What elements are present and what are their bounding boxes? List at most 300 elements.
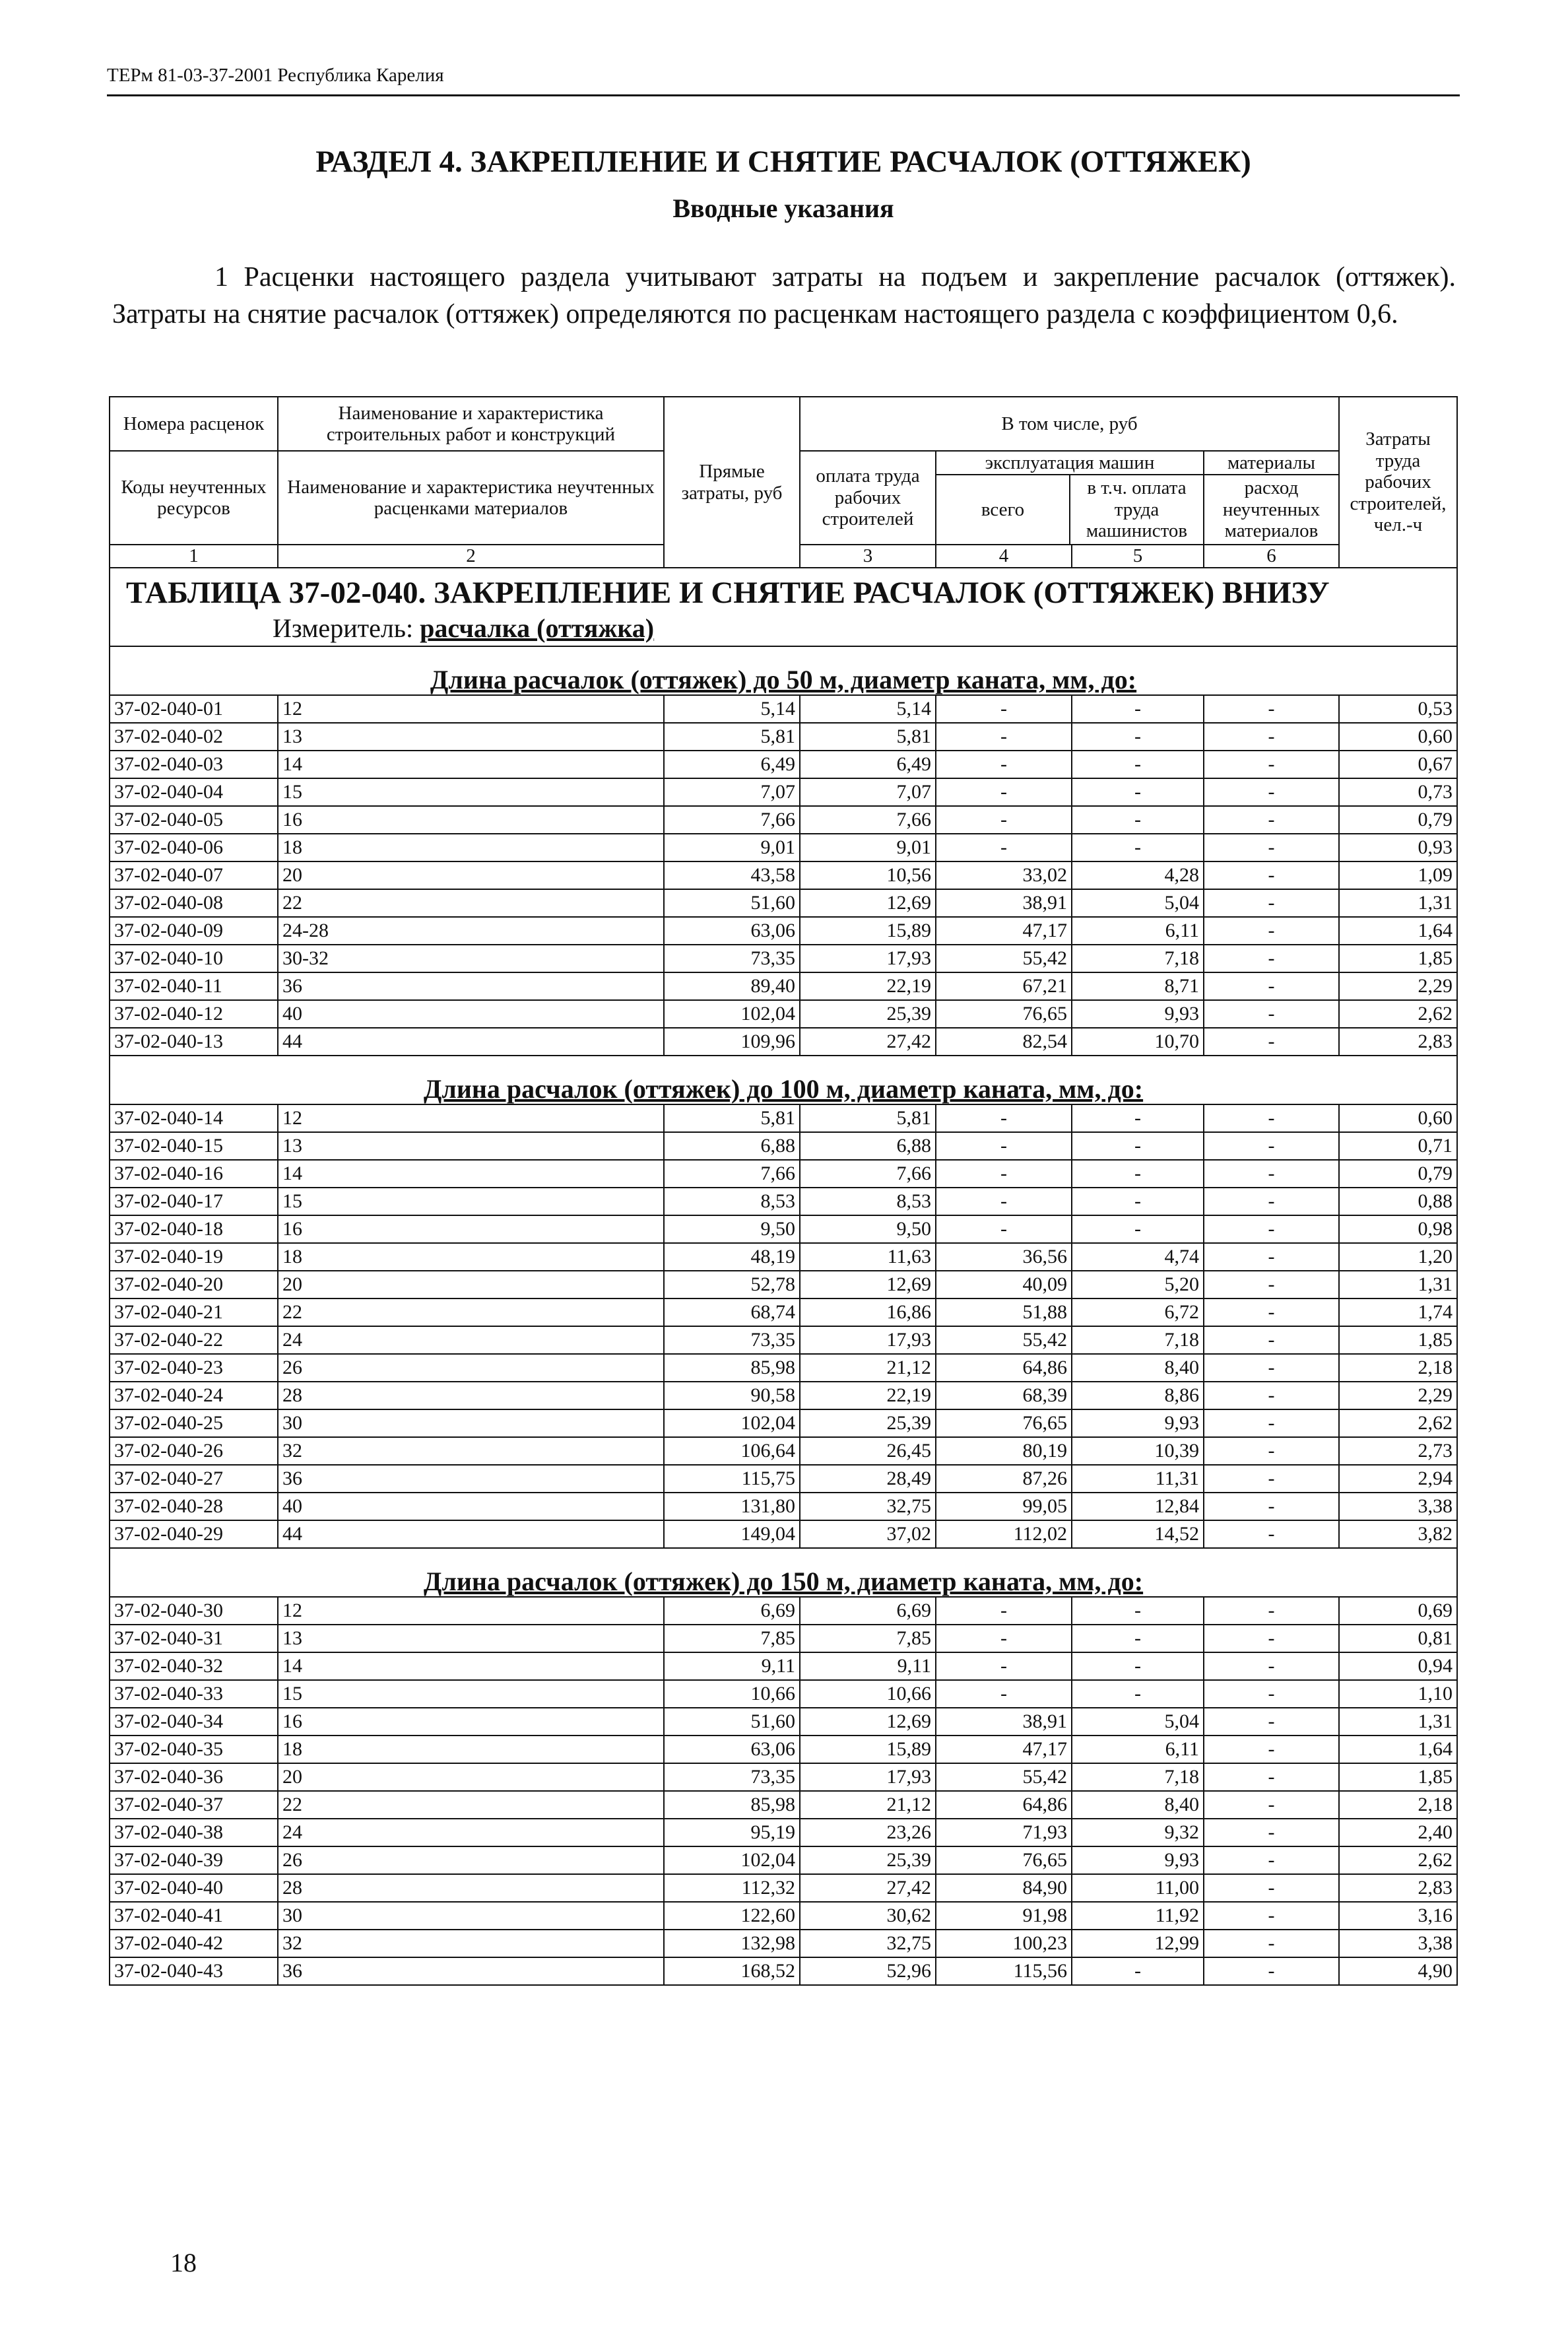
machines-total-cell: 64,86 [936, 1791, 1072, 1819]
labor-cost-cell: 0,67 [1339, 751, 1457, 778]
rate-number-cell: 37-02-040-24 [110, 1382, 278, 1409]
labor-cost-cell: 0,98 [1339, 1215, 1457, 1243]
table-row [110, 1271, 1457, 1298]
direct-costs-cell: 89,40 [664, 972, 800, 1000]
direct-costs-cell: 102,04 [664, 1000, 800, 1028]
rate-number-cell: 37-02-040-38 [110, 1819, 278, 1846]
machinists-pay-cell: 11,31 [1072, 1465, 1204, 1493]
table-row [110, 1493, 1457, 1520]
rope-diameter-cell: 15 [278, 1188, 664, 1215]
rate-number-cell: 37-02-040-26 [110, 1437, 278, 1465]
machinists-pay-cell: - [1072, 751, 1204, 778]
header-labor-pay: оплата труда рабочих строителей [800, 451, 936, 545]
direct-costs-cell: 8,53 [664, 1188, 800, 1215]
table-row [110, 1215, 1457, 1243]
labor-pay-cell: 52,96 [800, 1957, 936, 1985]
table-row [110, 917, 1457, 945]
direct-costs-cell: 90,58 [664, 1382, 800, 1409]
machines-total-cell: 91,98 [936, 1902, 1072, 1930]
machines-total-cell: 99,05 [936, 1493, 1072, 1520]
rope-diameter-cell: 18 [278, 1736, 664, 1763]
table-row [110, 806, 1457, 834]
rate-number-cell: 37-02-040-11 [110, 972, 278, 1000]
machinists-pay-cell: - [1072, 1957, 1204, 1985]
labor-cost-cell: 1,31 [1339, 1708, 1457, 1736]
labor-cost-cell: 1,64 [1339, 917, 1457, 945]
rope-diameter-cell: 36 [278, 972, 664, 1000]
machines-total-cell: - [936, 834, 1072, 861]
labor-cost-cell: 0,53 [1339, 695, 1457, 723]
rate-number-cell: 37-02-040-35 [110, 1736, 278, 1763]
direct-costs-cell: 9,50 [664, 1215, 800, 1243]
materials-unaccounted-cell: - [1204, 1465, 1339, 1493]
labor-cost-cell: 1,74 [1339, 1298, 1457, 1326]
rate-number-cell: 37-02-040-10 [110, 945, 278, 972]
machines-total-cell: 67,21 [936, 972, 1072, 1000]
materials-unaccounted-cell: - [1204, 1326, 1339, 1354]
direct-costs-cell: 6,49 [664, 751, 800, 778]
machines-total-cell: 47,17 [936, 1736, 1072, 1763]
group-header-row [110, 1548, 1457, 1597]
table-row [110, 1763, 1457, 1791]
group-title: Длина расчалок (оттяжек) до 150 м, диаметр каната, мм, до: [423, 1567, 1144, 1596]
labor-cost-cell: 0,79 [1339, 1160, 1457, 1188]
direct-costs-cell: 10,66 [664, 1680, 800, 1708]
machinists-pay-cell: 5,20 [1072, 1271, 1204, 1298]
rate-number-cell: 37-02-040-33 [110, 1680, 278, 1708]
labor-pay-cell: 5,81 [800, 1104, 936, 1132]
table-row [110, 972, 1457, 1000]
rate-number-cell: 37-02-040-20 [110, 1271, 278, 1298]
rope-diameter-cell: 13 [278, 1132, 664, 1160]
materials-unaccounted-cell: - [1204, 1409, 1339, 1437]
labor-pay-cell: 32,75 [800, 1930, 936, 1957]
labor-cost-cell: 2,18 [1339, 1791, 1457, 1819]
table-row [110, 1625, 1457, 1652]
materials-unaccounted-cell: - [1204, 917, 1339, 945]
labor-pay-cell: 6,49 [800, 751, 936, 778]
rate-number-cell: 37-02-040-19 [110, 1243, 278, 1271]
labor-pay-cell: 5,14 [800, 695, 936, 723]
materials-unaccounted-cell: - [1204, 972, 1339, 1000]
direct-costs-cell: 48,19 [664, 1243, 800, 1271]
machinists-pay-cell: - [1072, 1680, 1204, 1708]
rate-number-cell: 37-02-040-17 [110, 1188, 278, 1215]
rate-number-cell: 37-02-040-34 [110, 1708, 278, 1736]
intro-paragraph: 1 Расценки настоящего раздела учитывают затраты на подъем и закрепление расчалок (оттяжек). Затраты на снятие расчалок (оттяжек) определяются по расценкам настоящего раздела с коэффициентом 0,6. [112, 262, 1456, 329]
column-number: 2 [278, 545, 664, 568]
page-number: 18 [170, 2248, 197, 2277]
machinists-pay-cell: - [1072, 806, 1204, 834]
table-row [110, 1382, 1457, 1409]
direct-costs-cell: 9,11 [664, 1652, 800, 1680]
machines-total-cell: 55,42 [936, 1763, 1072, 1791]
rope-diameter-cell: 14 [278, 1160, 664, 1188]
direct-costs-cell: 7,66 [664, 806, 800, 834]
rope-diameter-cell: 28 [278, 1874, 664, 1902]
direct-costs-cell: 132,98 [664, 1930, 800, 1957]
direct-costs-cell: 168,52 [664, 1957, 800, 1985]
direct-costs-cell: 73,35 [664, 1326, 800, 1354]
machines-total-cell: - [936, 778, 1072, 806]
labor-cost-cell: 2,62 [1339, 1409, 1457, 1437]
direct-costs-cell: 106,64 [664, 1437, 800, 1465]
group-header-cell [110, 1548, 1457, 1597]
labor-cost-cell: 3,38 [1339, 1930, 1457, 1957]
rope-diameter-cell: 18 [278, 834, 664, 861]
machinists-pay-cell: 9,32 [1072, 1819, 1204, 1846]
machines-total-cell: 115,56 [936, 1957, 1072, 1985]
machines-total-cell: 71,93 [936, 1819, 1072, 1846]
labor-cost-cell: 0,73 [1339, 778, 1457, 806]
direct-costs-cell: 85,98 [664, 1354, 800, 1382]
materials-unaccounted-cell: - [1204, 1271, 1339, 1298]
materials-unaccounted-cell: - [1204, 1437, 1339, 1465]
rope-diameter-cell: 24 [278, 1326, 664, 1354]
rate-number-cell: 37-02-040-32 [110, 1652, 278, 1680]
direct-costs-cell: 102,04 [664, 1846, 800, 1874]
direct-costs-cell: 7,66 [664, 1160, 800, 1188]
machinists-pay-cell: 4,28 [1072, 861, 1204, 889]
rope-diameter-cell: 26 [278, 1846, 664, 1874]
labor-pay-cell: 16,86 [800, 1298, 936, 1326]
labor-pay-cell: 12,69 [800, 1708, 936, 1736]
rate-number-cell: 37-02-040-39 [110, 1846, 278, 1874]
machines-total-cell: 55,42 [936, 1326, 1072, 1354]
direct-costs-cell: 112,32 [664, 1874, 800, 1902]
rate-number-cell: 37-02-040-31 [110, 1625, 278, 1652]
labor-pay-cell: 7,66 [800, 1160, 936, 1188]
direct-costs-cell: 43,58 [664, 861, 800, 889]
machines-total-cell: - [936, 723, 1072, 751]
direct-costs-cell: 115,75 [664, 1465, 800, 1493]
materials-unaccounted-cell: - [1204, 1597, 1339, 1625]
direct-costs-cell: 6,69 [664, 1597, 800, 1625]
labor-pay-cell: 12,69 [800, 1271, 936, 1298]
rate-number-cell: 37-02-040-16 [110, 1160, 278, 1188]
group-header-row [110, 1056, 1457, 1104]
direct-costs-cell: 63,06 [664, 917, 800, 945]
rope-diameter-cell: 12 [278, 1597, 664, 1625]
machinists-pay-cell: 10,70 [1072, 1028, 1204, 1056]
rate-number-cell: 37-02-040-43 [110, 1957, 278, 1985]
rope-diameter-cell: 32 [278, 1930, 664, 1957]
table-row [110, 1930, 1457, 1957]
rope-diameter-cell: 22 [278, 889, 664, 917]
table-row [110, 1957, 1457, 1985]
labor-cost-cell: 4,90 [1339, 1957, 1457, 1985]
table-title-cell [110, 568, 1457, 646]
machines-total-cell: 80,19 [936, 1437, 1072, 1465]
materials-unaccounted-cell: - [1204, 1520, 1339, 1548]
table-row [110, 861, 1457, 889]
running-title: ТЕРм 81-03-37-2001 Республика Карелия [107, 65, 444, 86]
machines-total-cell: 68,39 [936, 1382, 1072, 1409]
materials-unaccounted-cell: - [1204, 1028, 1339, 1056]
labor-cost-cell: 2,83 [1339, 1874, 1457, 1902]
rate-number-cell: 37-02-040-30 [110, 1597, 278, 1625]
machines-total-cell: 47,17 [936, 917, 1072, 945]
machines-total-cell: 36,56 [936, 1243, 1072, 1271]
rope-diameter-cell: 44 [278, 1028, 664, 1056]
rate-number-cell: 37-02-040-37 [110, 1791, 278, 1819]
labor-cost-cell: 0,93 [1339, 834, 1457, 861]
machinists-pay-cell: 4,74 [1072, 1243, 1204, 1271]
rope-diameter-cell: 16 [278, 1708, 664, 1736]
labor-pay-cell: 17,93 [800, 1763, 936, 1791]
materials-unaccounted-cell: - [1204, 861, 1339, 889]
machines-total-cell: 38,91 [936, 889, 1072, 917]
rate-number-cell: 37-02-040-25 [110, 1409, 278, 1437]
machinists-pay-cell: 7,18 [1072, 1763, 1204, 1791]
rate-number-cell: 37-02-040-22 [110, 1326, 278, 1354]
rope-diameter-cell: 16 [278, 806, 664, 834]
labor-pay-cell: 32,75 [800, 1493, 936, 1520]
rope-diameter-cell: 20 [278, 1763, 664, 1791]
table-row [110, 695, 1457, 723]
labor-cost-cell: 0,88 [1339, 1188, 1457, 1215]
machinists-pay-cell: - [1072, 1652, 1204, 1680]
rope-diameter-cell: 36 [278, 1957, 664, 1985]
group-title: Длина расчалок (оттяжек) до 100 м, диаметр каната, мм, до: [423, 1074, 1144, 1104]
labor-cost-cell: 3,82 [1339, 1520, 1457, 1548]
table-row [110, 1597, 1457, 1625]
rope-diameter-cell: 40 [278, 1000, 664, 1028]
labor-cost-cell: 0,60 [1339, 723, 1457, 751]
labor-pay-cell: 17,93 [800, 1326, 936, 1354]
labor-cost-cell: 1,85 [1339, 1763, 1457, 1791]
direct-costs-cell: 6,88 [664, 1132, 800, 1160]
header-machines-total: всего [936, 475, 1070, 544]
page-header [107, 63, 1460, 96]
labor-cost-cell: 2,94 [1339, 1465, 1457, 1493]
labor-cost-cell: 2,62 [1339, 1846, 1457, 1874]
materials-unaccounted-cell: - [1204, 1791, 1339, 1819]
column-number: 5 [1072, 545, 1204, 568]
rope-diameter-cell: 28 [278, 1382, 664, 1409]
rope-diameter-cell: 18 [278, 1243, 664, 1271]
labor-cost-cell: 0,71 [1339, 1132, 1457, 1160]
machinists-pay-cell: 8,40 [1072, 1354, 1204, 1382]
labor-pay-cell: 7,85 [800, 1625, 936, 1652]
section-title: РАЗДЕЛ 4. ЗАКРЕПЛЕНИЕ И СНЯТИЕ РАСЧАЛОК (ОТТЯЖЕК) [315, 145, 1251, 179]
machines-total-cell: 76,65 [936, 1846, 1072, 1874]
labor-cost-cell: 3,16 [1339, 1902, 1457, 1930]
rate-number-cell: 37-02-040-13 [110, 1028, 278, 1056]
materials-unaccounted-cell: - [1204, 834, 1339, 861]
table-row [110, 1680, 1457, 1708]
machinists-pay-cell: 11,92 [1072, 1902, 1204, 1930]
materials-unaccounted-cell: - [1204, 1493, 1339, 1520]
labor-pay-cell: 22,19 [800, 972, 936, 1000]
machines-total-cell: 87,26 [936, 1465, 1072, 1493]
rope-diameter-cell: 12 [278, 1104, 664, 1132]
table-title-row [110, 568, 1457, 646]
machinists-pay-cell: 7,18 [1072, 1326, 1204, 1354]
direct-costs-cell: 149,04 [664, 1520, 800, 1548]
direct-costs-cell: 102,04 [664, 1409, 800, 1437]
rope-diameter-cell: 12 [278, 695, 664, 723]
rope-diameter-cell: 30 [278, 1409, 664, 1437]
direct-costs-cell: 52,78 [664, 1271, 800, 1298]
labor-pay-cell: 21,12 [800, 1354, 936, 1382]
header-in-total: В том числе, руб [800, 397, 1339, 451]
labor-pay-cell: 17,93 [800, 945, 936, 972]
materials-unaccounted-cell: - [1204, 1160, 1339, 1188]
machines-total-cell: 51,88 [936, 1298, 1072, 1326]
materials-unaccounted-cell: - [1204, 1680, 1339, 1708]
labor-cost-cell: 1,10 [1339, 1680, 1457, 1708]
labor-pay-cell: 27,42 [800, 1874, 936, 1902]
materials-unaccounted-cell: - [1204, 1000, 1339, 1028]
labor-cost-cell: 2,62 [1339, 1000, 1457, 1028]
rope-diameter-cell: 20 [278, 861, 664, 889]
materials-unaccounted-cell: - [1204, 723, 1339, 751]
machinists-pay-cell: - [1072, 1188, 1204, 1215]
table-row [110, 1846, 1457, 1874]
machines-total-cell: 76,65 [936, 1000, 1072, 1028]
table-row [110, 1104, 1457, 1132]
labor-pay-cell: 9,11 [800, 1652, 936, 1680]
machinists-pay-cell: 8,71 [1072, 972, 1204, 1000]
measure-value: расчалка (оттяжка) [420, 613, 655, 643]
rate-number-cell: 37-02-040-07 [110, 861, 278, 889]
machines-total-cell: 40,09 [936, 1271, 1072, 1298]
header-materials-name: Наименование и характеристика неучтенных расценками материалов [278, 451, 664, 545]
materials-unaccounted-cell: - [1204, 889, 1339, 917]
table-row [110, 1708, 1457, 1736]
group-header-cell [110, 646, 1457, 695]
rate-number-cell: 37-02-040-21 [110, 1298, 278, 1326]
machinists-pay-cell: 12,99 [1072, 1930, 1204, 1957]
labor-pay-cell: 21,12 [800, 1791, 936, 1819]
direct-costs-cell: 51,60 [664, 1708, 800, 1736]
rope-diameter-cell: 30 [278, 1902, 664, 1930]
rate-number-cell: 37-02-040-14 [110, 1104, 278, 1132]
rope-diameter-cell: 15 [278, 778, 664, 806]
rope-diameter-cell: 32 [278, 1437, 664, 1465]
labor-pay-cell: 15,89 [800, 1736, 936, 1763]
table-row [110, 1465, 1457, 1493]
materials-unaccounted-cell: - [1204, 1243, 1339, 1271]
rate-number-cell: 37-02-040-02 [110, 723, 278, 751]
table-title: ТАБЛИЦА 37-02-040. ЗАКРЕПЛЕНИЕ И СНЯТИЕ РАСЧАЛОК (ОТТЯЖЕК) ВНИЗУ [126, 576, 1330, 610]
machinists-pay-cell: 11,00 [1072, 1874, 1204, 1902]
table-row [110, 1160, 1457, 1188]
machines-total-cell: - [936, 806, 1072, 834]
table-row [110, 834, 1457, 861]
header-machinists-pay: в т.ч. оплата труда машинистов [1086, 477, 1188, 542]
direct-costs-cell: 73,35 [664, 945, 800, 972]
machinists-pay-cell: 12,84 [1072, 1493, 1204, 1520]
labor-pay-cell: 25,39 [800, 1846, 936, 1874]
table-row [110, 751, 1457, 778]
rope-diameter-cell: 14 [278, 751, 664, 778]
header-materials-group [1204, 451, 1339, 545]
direct-costs-cell: 9,01 [664, 834, 800, 861]
materials-unaccounted-cell: - [1204, 751, 1339, 778]
materials-unaccounted-cell: - [1204, 1736, 1339, 1763]
direct-costs-cell: 63,06 [664, 1736, 800, 1763]
materials-unaccounted-cell: - [1204, 695, 1339, 723]
rope-diameter-cell: 13 [278, 1625, 664, 1652]
labor-pay-cell: 30,62 [800, 1902, 936, 1930]
header-direct-costs: Прямые затраты, руб [664, 397, 800, 568]
machinists-pay-cell: - [1072, 778, 1204, 806]
materials-unaccounted-cell: - [1204, 1763, 1339, 1791]
machinists-pay-cell: 10,39 [1072, 1437, 1204, 1465]
rope-diameter-cell: 44 [278, 1520, 664, 1548]
measure-label: Измеритель: [273, 613, 414, 643]
materials-unaccounted-cell: - [1204, 1819, 1339, 1846]
direct-costs-cell: 5,81 [664, 1104, 800, 1132]
table-row [110, 1819, 1457, 1846]
table-row [110, 1409, 1457, 1437]
labor-cost-cell: 2,83 [1339, 1028, 1457, 1056]
materials-unaccounted-cell: - [1204, 1652, 1339, 1680]
table-row [110, 778, 1457, 806]
rope-diameter-cell: 14 [278, 1652, 664, 1680]
machinists-pay-cell: - [1072, 1160, 1204, 1188]
rates-table [109, 396, 1458, 1986]
direct-costs-cell: 68,74 [664, 1298, 800, 1326]
column-number: 4 [936, 545, 1072, 568]
labor-pay-cell: 23,26 [800, 1819, 936, 1846]
table-row [110, 1354, 1457, 1382]
labor-pay-cell: 6,69 [800, 1597, 936, 1625]
rope-diameter-cell: 15 [278, 1680, 664, 1708]
machines-total-cell: 100,23 [936, 1930, 1072, 1957]
table-row [110, 945, 1457, 972]
rate-number-cell: 37-02-040-09 [110, 917, 278, 945]
header-rate-numbers: Номера расценок [110, 397, 278, 451]
machines-total-cell: 38,91 [936, 1708, 1072, 1736]
labor-cost-cell: 1,31 [1339, 1271, 1457, 1298]
labor-pay-cell: 7,66 [800, 806, 936, 834]
machinists-pay-cell: 8,40 [1072, 1791, 1204, 1819]
machines-total-cell: 33,02 [936, 861, 1072, 889]
group-header-row [110, 646, 1457, 695]
labor-pay-cell: 9,01 [800, 834, 936, 861]
machinists-pay-cell: - [1072, 1625, 1204, 1652]
rope-diameter-cell: 13 [278, 723, 664, 751]
header-labor-cost: Затраты труда рабочих строителей, чел.-ч [1339, 397, 1457, 568]
column-number: 3 [800, 545, 936, 568]
table-header-row-1 [110, 397, 1457, 451]
rate-number-cell: 37-02-040-18 [110, 1215, 278, 1243]
materials-unaccounted-cell: - [1204, 1874, 1339, 1902]
machinists-pay-cell: - [1072, 723, 1204, 751]
measure-line [273, 615, 1441, 642]
rate-number-cell: 37-02-040-41 [110, 1902, 278, 1930]
labor-pay-cell: 10,66 [800, 1680, 936, 1708]
machines-total-cell: - [936, 1625, 1072, 1652]
machinists-pay-cell: - [1072, 1597, 1204, 1625]
machines-total-cell: - [936, 1652, 1072, 1680]
labor-pay-cell: 25,39 [800, 1409, 936, 1437]
materials-unaccounted-cell: - [1204, 1957, 1339, 1985]
table-row [110, 1028, 1457, 1056]
materials-unaccounted-cell: - [1204, 806, 1339, 834]
machinists-pay-cell: 6,11 [1072, 917, 1204, 945]
machines-total-cell: - [936, 1188, 1072, 1215]
machines-total-cell: 76,65 [936, 1409, 1072, 1437]
table-row [110, 1326, 1457, 1354]
machinists-pay-cell: 6,11 [1072, 1736, 1204, 1763]
machines-total-cell: 82,54 [936, 1028, 1072, 1056]
rate-number-cell: 37-02-040-15 [110, 1132, 278, 1160]
rate-number-cell: 37-02-040-01 [110, 695, 278, 723]
